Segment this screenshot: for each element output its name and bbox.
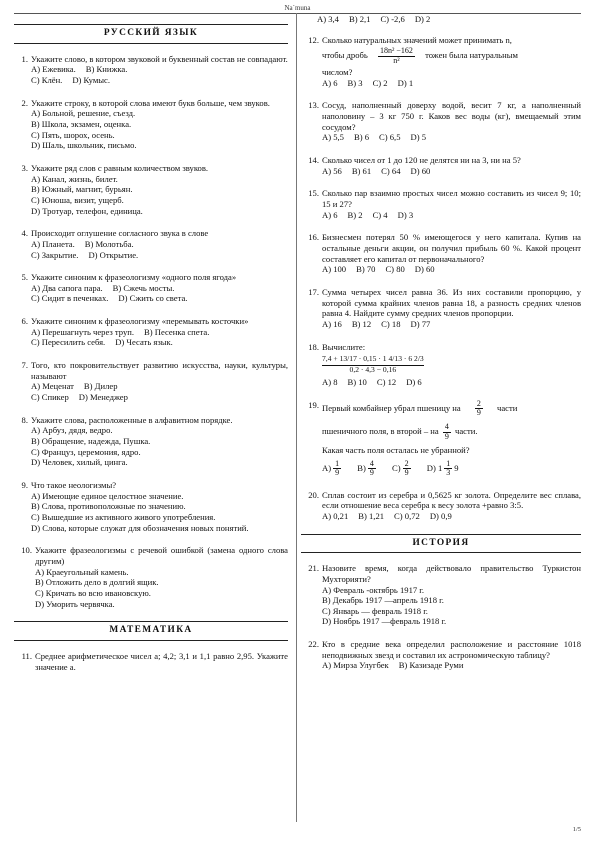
option-b [357,458,378,478]
fraction [475,400,483,418]
question-6 [14,316,288,348]
option-d: D) Человек, хилый, цинга. [31,457,128,468]
question-text: Сколько чисел от 1 до 120 не делятся ни на 3, ни на 5? [322,155,521,166]
question-text: Того, кто покровительствует развитию искусства, науки, культуры, называют [31,360,288,381]
option-c: C) 18 [381,318,401,329]
right-column [301,14,581,683]
option-b: B) 2,1 [348,14,371,24]
fraction [443,423,451,441]
question-text: Происходит оглушение согласного звука в слове [31,228,209,239]
option-a: A) 3,4 [317,14,339,24]
option-d: D) Менеджер [78,392,128,403]
question-text: Сколько натуральных значений может принимать n, [322,34,512,45]
question-text: Назовите время, когда действовало правительство Туркистон Мухторияти? [322,563,581,584]
question-number: 20. [308,489,319,500]
question-number: 19. [308,399,319,410]
question-number: 18. [308,341,319,352]
question-text-part: чтобы дробь [322,50,368,61]
option-b: B) 1,21 [358,510,385,521]
option-d: D) 1 [397,77,414,88]
fraction-denominator: 9 [335,468,340,478]
question-number: 14. [308,155,319,166]
option-b: B) 2 [347,209,363,220]
fraction-numerator: 4 [369,458,374,468]
option-d: D) Ноябрь 1917 —февраль 1918 г. [322,616,447,627]
option-c [391,458,413,478]
option-b: B) 61 [351,165,372,176]
option-a: A) 16 [322,318,342,329]
option-d: D) 5 [410,132,427,143]
option-c: C) Француз, церемония, ядро. [31,446,141,457]
question-21 [301,563,581,627]
option-d [426,458,459,478]
question-text: Первый комбайнер убрал пшеницу на [322,402,461,413]
question-text: Укажите слова, расположенные в алфавитном порядке. [31,414,233,425]
option-label: A) [322,462,332,473]
question-number: 21. [308,563,319,574]
option-a: A) Имеющие единое целостное значение. [31,490,184,501]
option-a: A) Мирза Улугбек [322,660,389,671]
option-c: C) Клён. [31,74,63,85]
left-column [14,14,288,684]
question-11-options [317,14,581,25]
question-number: 8. [21,414,28,425]
question-number: 22. [308,639,319,650]
question-text: Кто в средние века определил расположение и расстояние 1018 неподвижных звезд и составил их астрономическую таблицу? [322,639,581,660]
option-a: A) 6 [322,209,338,220]
option-label: D) 1 [426,462,443,473]
page-header: Na`muna [284,4,311,12]
option-a: A) Планета. [31,238,75,249]
option-b: B) Школа, экзамен, оценка. [31,118,132,129]
option-d: D) 77 [410,318,431,329]
question-text-part: Какая часть поля осталась не убранной? [322,445,470,456]
fraction-numerator: 1 [335,458,340,468]
option-c: C) Закрытие. [31,249,79,260]
option-b: B) 3 [347,77,363,88]
option-c: C) 4 [372,209,388,220]
option-a: A) Два сапога пара. [31,282,103,293]
option-b: B) 10 [347,376,367,387]
option-c: C) Пересилить себя. [31,337,106,348]
section-title-history: ИСТОРИЯ [301,534,581,554]
option-d: D) Сжить со света. [118,293,188,304]
fraction-denominator: 9 [444,431,449,441]
question-text-part: части. [455,426,478,437]
option-d: D) 60 [410,165,431,176]
expression-numerator: 7,4 + 13/17 · 0,15 · 1 4/13 · 6 2/3 [322,355,424,365]
section-title-math: МАТЕМАТИКА [14,621,288,641]
section-title-russian: РУССКИЙ ЯЗЫК [14,24,288,44]
expression [322,355,424,374]
expression-denominator: 0,2 · 4,3 − 0,16 [349,364,397,374]
fraction [333,460,341,478]
option-d: D) Тротуар, телефон, единица. [31,205,143,216]
option-d: D) 6 [406,376,422,387]
question-text: Сумма четырех чисел равна 36. Из них составили пропорцию, у которой сумма крайних членов равна 18, а разность средних членов равна 4. Найдите сумму средних членов пропорции. [322,286,581,319]
option-b: B) Молотьба. [84,238,134,249]
question-text: Укажите ряд слов с равным количеством звуков. [31,162,209,173]
option-b: B) 70 [356,264,376,275]
option-c: C) 64 [381,165,401,176]
fraction-numerator: 18n² −162 [379,46,413,56]
question-4 [14,228,288,260]
question-number: 2. [21,97,28,108]
question-3 [14,163,288,216]
fraction [378,47,415,65]
option-b: B) Слова, противоположные по значению. [31,501,186,512]
option-c: C) Спикер [31,392,69,403]
option-d: D) Слова, которые служат для обозначения новых понятий. [31,522,249,533]
option-a: A) Канал, жизнь, билет. [31,173,118,184]
question-11 [14,651,288,672]
question-text: Среднее арифметическое чисел a; 4,2; 3,1 и 1,1 равно 2,95. Укажите значение a. [35,650,288,672]
page-number: 1/5 [572,825,581,833]
question-12 [301,35,581,89]
option-b: B) Южный, магнит, бурьян. [31,184,133,195]
question-16 [301,232,581,275]
question-number: 1. [21,53,28,64]
question-13 [301,100,581,143]
option-c: C) Сидит в печенках. [31,293,109,304]
question-text: Сколько пар взаимно простых чисел можно составить из чисел 9; 10; 15 и 27? [322,188,581,209]
option-a: A) 8 [322,376,338,387]
fraction-numerator: 1 [446,458,451,468]
option-a: A) 5,5 [322,132,344,143]
option-d: D) Чесать язык. [115,337,173,348]
fraction-numerator: 2 [404,458,409,468]
question-text: Укажите слово, в котором звуковой и буквенный состав не совпадают. [31,53,288,64]
question-text-part: числом? [322,67,353,78]
fraction-denominator: n² [393,55,400,65]
option-b: B) Дилер [83,381,118,392]
option-b: B) Обращение, надежда, Пушка. [31,436,151,447]
question-20 [301,490,581,522]
option-c: C) 12 [376,376,397,387]
question-number: 15. [308,188,319,199]
option-b: B) Книжка. [85,64,128,75]
question-number: 9. [21,480,28,490]
option-d: D) 2 [414,14,431,24]
question-number: 7. [21,360,28,371]
question-number: 5. [21,272,28,283]
fraction-denominator: 9 [369,468,374,478]
question-text: Сплав состоит из серебра и 0,5625 кг золота. Определите вес сплава, если отношение веса серебра к весу золота +равно 3:5. [322,489,581,511]
option-c: C) 0,72 [394,510,420,521]
fraction-denominator: 3 [446,468,451,478]
option-c: C) Вышедшие из активного живого употребления. [31,511,216,522]
question-7 [14,360,288,403]
question-8 [14,415,288,468]
option-c: C) Юноша, визит, ущерб. [31,194,124,205]
question-text: Укажите синоним к фразеологизму «перемывать косточки» [31,316,249,327]
fraction [368,460,376,478]
option-a: A) Меценат [31,381,74,392]
question-number: 3. [21,162,28,173]
option-d: D) 60 [414,264,435,275]
question-text: Вычислите: [322,341,366,352]
question-18 [301,342,581,388]
fraction-numerator: 4 [444,422,449,432]
option-d: D) Кумыс. [72,74,110,85]
question-2 [14,98,288,151]
option-d: D) 3 [397,209,414,220]
option-tail: 9 [454,462,459,473]
question-14 [301,155,581,176]
question-text: Что такое неологизмы? [31,480,117,490]
option-b: B) Отложить дело в долгий ящик. [35,577,159,588]
option-b: B) Казизаде Руми [398,660,464,671]
option-d: D) Уморить червячка. [35,598,115,609]
option-c: C) Январь — февраль 1918 г. [322,605,428,616]
question-number: 16. [308,232,319,243]
question-text: Бизнесмен потерял 50 % имеющегося у него капитала. Купив на остальные деньги акции, он получил прибыль 60 %. Какой процент составляет его капитал от первоначального? [322,232,581,264]
option-b: B) 12 [351,318,372,329]
question-text-part: части [497,402,518,413]
question-number: 13. [308,100,319,111]
option-a: A) 56 [322,165,342,176]
question-1 [14,54,288,86]
question-10 [14,545,288,609]
option-a: A) Февраль -октябрь 1917 г. [322,584,425,595]
question-number: 12. [308,34,319,45]
option-label: B) [357,462,366,473]
question-5 [14,272,288,304]
option-c: C) Пять, шорох, осень. [31,129,115,140]
question-text-part: пшеничного поля, в второй – на [322,426,439,437]
option-d: D) 0,9 [429,510,452,521]
question-text: Укажите строку, в которой слова имеют букв больше, чем звуков. [31,97,270,108]
option-b: B) Декабрь 1917 —апрель 1918 г. [322,595,444,606]
question-19 [301,400,581,478]
question-17 [301,287,581,330]
question-9 [14,480,288,533]
question-text: Укажите синоним к фразеологизму «одного поля ягода» [31,272,237,283]
option-d: D) Открытие. [88,249,139,260]
option-a: A) 100 [322,264,347,275]
question-text: Сосуд, наполненный доверху водой, весит 7 кг, а наполненный наполовину – 3 кг 750 г. Каков вес воды (кг), вмещаемый этим сосудом? [322,100,581,132]
option-c: C) -2,6 [380,14,405,24]
option-b: B) Сжечь мосты. [112,282,175,293]
fraction [444,460,452,478]
option-b: B) 6 [353,132,370,143]
question-number: 6. [21,316,28,327]
option-label: C) [391,462,401,473]
option-d: D) Шаль, школьник, письмо. [31,140,137,151]
question-22 [301,639,581,671]
option-a: A) Ежевика. [31,64,76,75]
option-a [322,458,343,478]
option-c: C) Кричать во всю ивановскую. [35,587,151,598]
column-divider [296,13,297,822]
question-15 [301,188,581,220]
option-b: B) Песенка спета. [144,326,210,337]
option-c: C) 6,5 [379,132,401,143]
fraction [403,460,411,478]
question-number: 10. [21,545,32,556]
question-number: 17. [308,286,319,297]
fraction-numerator: 2 [476,398,481,408]
question-text: Укажите фразеологизмы с речевой ошибкой (замена одного слова другим) [35,545,288,566]
option-c: C) 2 [372,77,388,88]
option-a: A) 6 [322,77,338,88]
option-a: A) Краеугольный камень. [35,566,129,577]
question-number: 11. [21,650,32,661]
option-a: A) Больной, решение, съезд. [31,108,136,119]
option-a: A) Арбуз, дядя, ведро. [31,425,113,436]
question-number: 4. [21,228,28,239]
fraction-denominator: 9 [476,407,481,417]
fraction-denominator: 9 [404,468,409,478]
option-a: A) 0,21 [322,510,349,521]
question-text-part: тожен была натуральным [425,50,518,61]
option-a: A) Перешагнуть через труп. [31,326,135,337]
option-c: C) 80 [385,264,405,275]
